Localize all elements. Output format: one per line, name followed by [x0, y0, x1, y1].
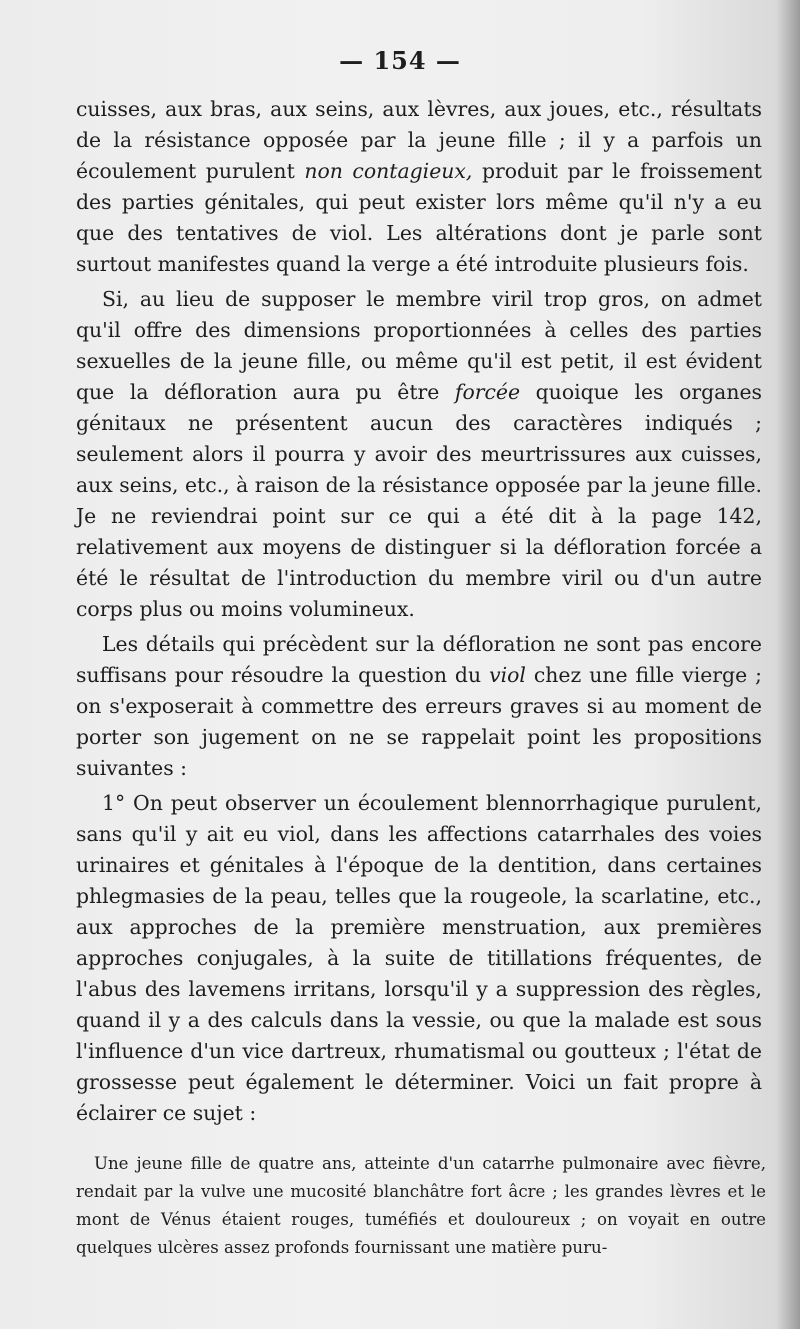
- paragraph-numbered: [76, 788, 762, 1129]
- body-text: [76, 94, 762, 1129]
- page-number: — 154 —: [339, 46, 461, 75]
- case-report-text: [76, 1150, 766, 1262]
- paragraph: [76, 284, 762, 625]
- emphasis-text: non contagieux,: [304, 159, 473, 183]
- case-paragraph: Une jeune fille de quatre ans, atteinte d'un catarrhe pulmonaire avec fièvre, rendait par la vulve une mucosité blanchâtre fort âcre ; les grandes lèvres et le mont de Vénus étaient rouges, tuméfiés et douloureux ; on voyait en outre quelques ulcères assez profonds fournissant une matière puru-: [76, 1154, 766, 1257]
- text-run: produit par le froissement des parties génitales, qui peut exister lors même qu'il n'y a eu que des tentatives de viol. Les altérations dont je parle sont surtout manifestes quand la verge a été introduite plusieurs fois.: [76, 159, 762, 276]
- text-run: 1° On peut observer un écoulement blennorrhagique purulent, sans qu'il y ait eu viol, dans les affections catarrhales des voies urinaires et génitales à l'époque de la dentition, dans certaines phlegmasies de la peau, telles que la rougeole, la scarlatine, etc., aux approches de la première menstruation, aux premières approches conjugales, à la suite de titillations fréquentes, de l'abus des lavemens irritans, lorsqu'il y a suppression des règles, quand il y a des calculs dans la vessie, ou que la malade est sous l'influence d'un vice dartreux, rhumatismal ou goutteux ; l'état de grossesse peut également le déterminer. Voici un fait propre à éclairer ce sujet :: [76, 791, 762, 1125]
- text-run: Les détails qui précèdent sur la défloration ne sont pas encore suffisans pour résoudre la question du: [76, 632, 762, 687]
- emphasis-text: viol: [489, 663, 526, 687]
- paragraph-continuation: [76, 94, 762, 280]
- text-run: cuisses, aux bras, aux seins, aux lèvres, aux joues, etc., résultats de la résistance opposée par la jeune fille ; il y a parfois un écoulement purulent: [76, 97, 762, 183]
- text-run: quoique les organes génitaux ne présentent aucun des caractères indiqués ; seulement alors il pourra y avoir des meurtrissures aux cuisses, aux seins, etc., à raison de la résistance opposée par la jeune fille. Je ne reviendrai point sur ce qui a été dit à la page 142, relativement aux moyens de distinguer si la défloration forcée a été le résultat de l'introduction du membre viril ou d'un autre corps plus ou moins volumineux.: [76, 380, 762, 621]
- text-run: Si, au lieu de supposer le membre viril trop gros, on admet qu'il offre des dimensions proportionnées à celles des parties sexuelles de la jeune fille, ou même qu'il est petit, il est évident que la défloration aura pu être: [76, 287, 762, 404]
- paragraph: [76, 629, 762, 784]
- text-run: chez une fille vierge ; on s'exposerait à commettre des erreurs graves si au moment de porter son jugement on ne se rappelait point les propositions suivantes :: [76, 663, 762, 780]
- emphasis-text: forcée: [454, 380, 521, 404]
